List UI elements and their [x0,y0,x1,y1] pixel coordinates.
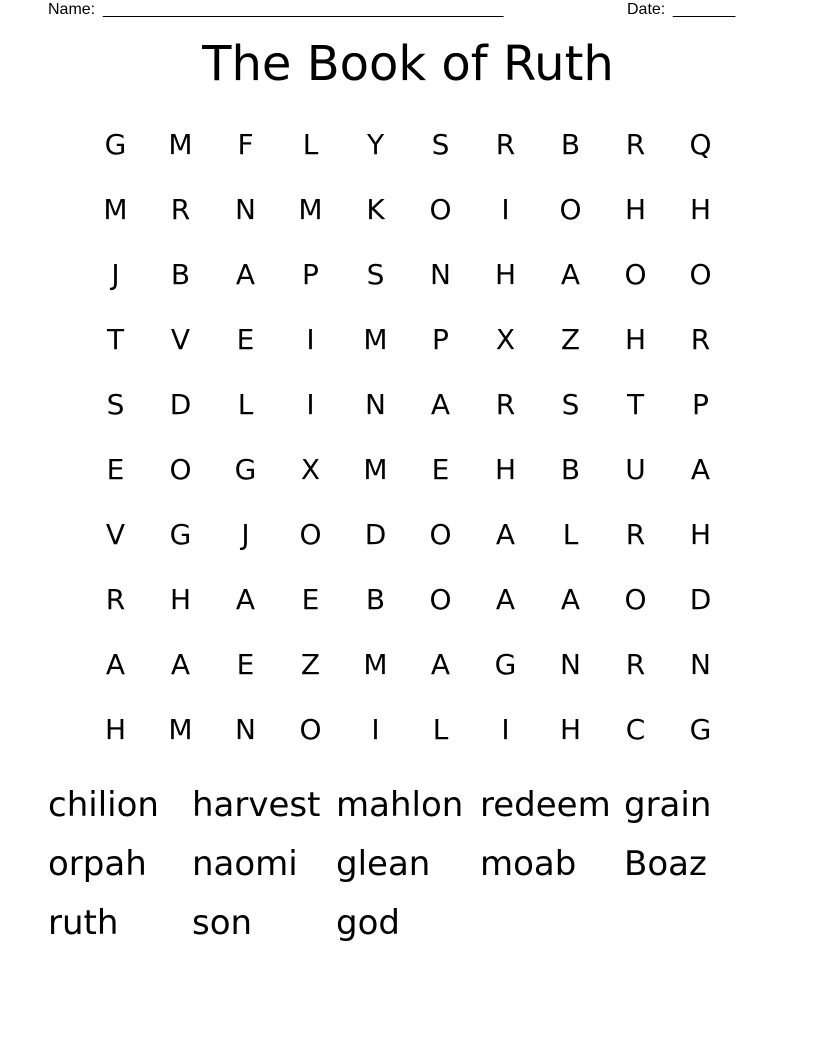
grid-letter: I [306,323,315,356]
name-label: Name: [48,1,96,18]
grid-letter: R [105,583,126,616]
grid-letter: H [559,713,582,746]
grid-letter: Z [300,648,321,681]
grid-letter: I [306,388,315,421]
grid-letter: E [236,648,255,681]
grid-letter: P [432,323,449,356]
grid-letter: M [363,453,388,486]
grid-letter: K [366,193,385,226]
grid-letter: H [624,193,647,226]
grid-letter: A [105,648,126,681]
grid-letter: U [625,453,646,486]
grid-letter: R [495,388,516,421]
grid-letter: G [234,453,257,486]
grid-letter: A [495,583,516,616]
grid-letter: H [689,193,712,226]
grid-letter: O [429,193,452,226]
grid-letter: J [241,518,250,551]
word-list [48,776,768,953]
grid-letter: L [302,128,319,161]
word-list-item: moab [480,844,577,884]
word-list-item: harvest [192,785,321,825]
word-list-item: god [336,903,400,943]
grid-letter: O [559,193,582,226]
grid-letter: O [429,518,452,551]
grid-letter: R [690,323,711,356]
grid-letter: L [432,713,449,746]
grid-letter: A [235,583,256,616]
grid-letter: B [560,128,581,161]
grid-letter: X [300,453,321,486]
grid-letter: H [689,518,712,551]
word-list-item: redeem [480,785,611,825]
grid-letter: V [105,518,126,551]
grid-letter: O [624,583,647,616]
grid-letter: I [501,193,510,226]
grid-letter: V [170,323,191,356]
word-list-item: naomi [192,844,298,884]
grid-letter: M [363,323,388,356]
letter-grid [83,112,733,762]
grid-letter: L [562,518,579,551]
grid-letter: G [104,128,127,161]
grid-letter: P [692,388,709,421]
grid-letter: S [106,388,125,421]
grid-letter: D [169,388,192,421]
grid-letter: H [624,323,647,356]
grid-letter: R [495,128,516,161]
word-list-item: orpah [48,844,147,884]
grid-letter: T [626,388,645,421]
grid-letter: Y [366,128,385,161]
grid-letter: A [560,583,581,616]
grid-letter: G [494,648,517,681]
grid-letter: D [364,518,387,551]
word-list-item: son [192,903,253,943]
word-list-item: chilion [48,785,159,825]
grid-letter: S [431,128,450,161]
grid-letter: G [169,518,192,551]
grid-letter: Z [560,323,581,356]
grid-letter: R [170,193,191,226]
grid-letter: I [501,713,510,746]
grid-letter: H [104,713,127,746]
grid-letter: X [495,323,516,356]
grid-letter: L [237,388,254,421]
grid-letter: A [170,648,191,681]
grid-letter: N [560,648,581,681]
name-blank-line: _____________________________________________ [103,1,504,18]
grid-letter: M [168,713,193,746]
grid-letter: A [690,453,711,486]
grid-letter: N [235,713,256,746]
grid-letter: S [561,388,580,421]
grid-letter: N [690,648,711,681]
page-title: The Book of Ruth [202,36,614,92]
grid-letter: E [236,323,255,356]
grid-letter: D [689,583,712,616]
grid-letter: A [560,258,581,291]
grid-letter: B [170,258,191,291]
grid-letter: M [298,193,323,226]
grid-letter: E [106,453,125,486]
grid-letter: N [365,388,386,421]
grid-letter: H [169,583,192,616]
grid-letter: R [625,648,646,681]
grid-letter: S [366,258,385,291]
grid-letter: O [299,518,322,551]
grid-letter: A [430,648,451,681]
grid-letter: J [111,258,120,291]
grid-letter: A [495,518,516,551]
grid-letter: E [301,583,320,616]
grid-letter: I [371,713,380,746]
grid-letter: R [625,128,646,161]
grid-letter: O [624,258,647,291]
grid-letter: B [365,583,386,616]
word-list-item: Boaz [624,844,707,884]
grid-letter: N [430,258,451,291]
header [48,0,748,20]
grid-letter: M [103,193,128,226]
grid-letter: T [106,323,125,356]
grid-letter: O [169,453,192,486]
grid-letter: M [363,648,388,681]
grid-letter: G [689,713,712,746]
grid-letter: O [429,583,452,616]
grid-letter: E [431,453,450,486]
word-list-item: grain [624,785,712,825]
date-blank-line: _______ [673,1,736,18]
date-label: Date: [627,1,666,18]
grid-letter: R [625,518,646,551]
grid-letter: M [168,128,193,161]
grid-letter: B [560,453,581,486]
grid-letter: A [235,258,256,291]
grid-letter: Q [689,128,712,161]
grid-letter: C [625,713,646,746]
grid-letter: A [430,388,451,421]
grid-letter: O [689,258,712,291]
grid-letter: H [494,258,517,291]
word-list-item: glean [336,844,431,884]
grid-letter: N [235,193,256,226]
grid-letter: P [302,258,319,291]
word-list-item: ruth [48,903,119,943]
word-list-item: mahlon [336,785,464,825]
grid-letter: O [299,713,322,746]
grid-letter: H [494,453,517,486]
grid-letter: F [237,128,254,161]
